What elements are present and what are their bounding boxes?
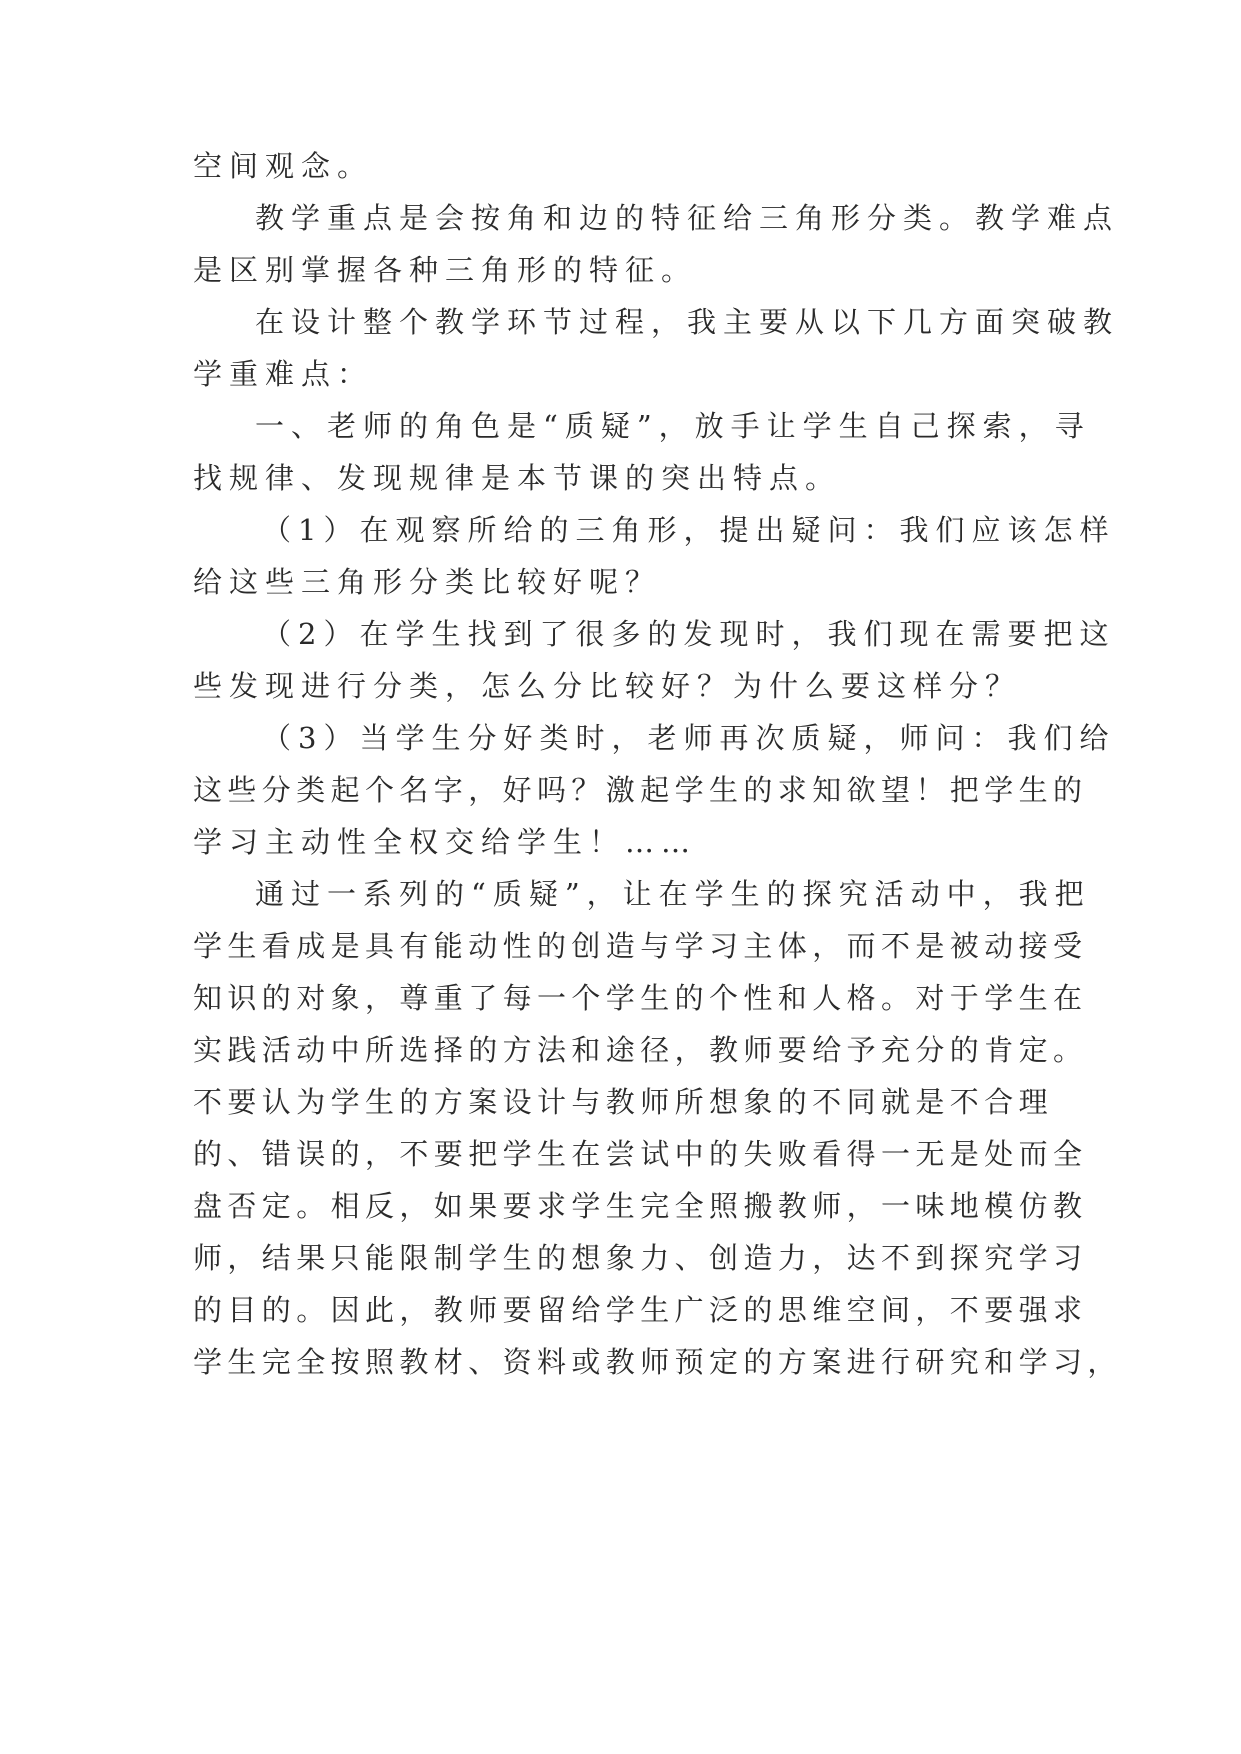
text-line: 是区别掌握各种三角形的特征。 <box>193 253 698 287</box>
text-line: 的、错误的，不要把学生在尝试中的失败看得一无是处而全 <box>193 1137 1088 1171</box>
text-line: 实践活动中所选择的方法和途径，教师要给予充分的肯定。 <box>193 1033 1088 1067</box>
text-line: 一、老师的角色是“质疑”，放手让学生自己探索，寻 <box>255 409 1091 443</box>
text-line: （2）在学生找到了很多的发现时，我们现在需要把这 <box>262 617 1116 651</box>
text-line: 给这些三角形分类比较好呢？ <box>193 565 662 599</box>
text-line: 学习主动性全权交给学生！…… <box>193 825 698 859</box>
text-line: 空间观念。 <box>193 149 374 183</box>
text-line: 这些分类起个名字，好吗？激起学生的求知欲望！把学生的 <box>193 773 1088 807</box>
text-line: 在设计整个教学环节过程，我主要从以下几方面突破教 <box>255 305 1120 339</box>
text-line: （3）当学生分好类时，老师再次质疑，师问：我们给 <box>262 721 1116 755</box>
text-line: 的目的。因此，教师要留给学生广泛的思维空间，不要强求 <box>193 1293 1088 1327</box>
text-line: 学生看成是具有能动性的创造与学习主体，而不是被动接受 <box>193 929 1088 963</box>
text-line: 学重难点： <box>193 357 374 391</box>
text-line: 通过一系列的“质疑”，让在学生的探究活动中，我把 <box>255 877 1091 911</box>
text-line: 教学重点是会按角和边的特征给三角形分类。教学难点 <box>255 201 1120 235</box>
text-line: 找规律、发现规律是本节课的突出特点。 <box>193 461 842 495</box>
text-line: 盘否定。相反，如果要求学生完全照搬教师，一味地模仿教 <box>193 1189 1088 1223</box>
text-line: 不要认为学生的方案设计与教师所想象的不同就是不合理 <box>193 1085 1054 1119</box>
text-line: 知识的对象，尊重了每一个学生的个性和人格。对于学生在 <box>193 981 1088 1015</box>
text-line: 学生完全按照教材、资料或教师预定的方案进行研究和学习， <box>193 1345 1122 1379</box>
text-line: 些发现进行分类，怎么分比较好？为什么要这样分？ <box>193 669 1022 703</box>
text-line: （1）在观察所给的三角形，提出疑问：我们应该怎样 <box>262 513 1116 547</box>
text-line: 师，结果只能限制学生的想象力、创造力，达不到探究学习 <box>193 1241 1088 1275</box>
